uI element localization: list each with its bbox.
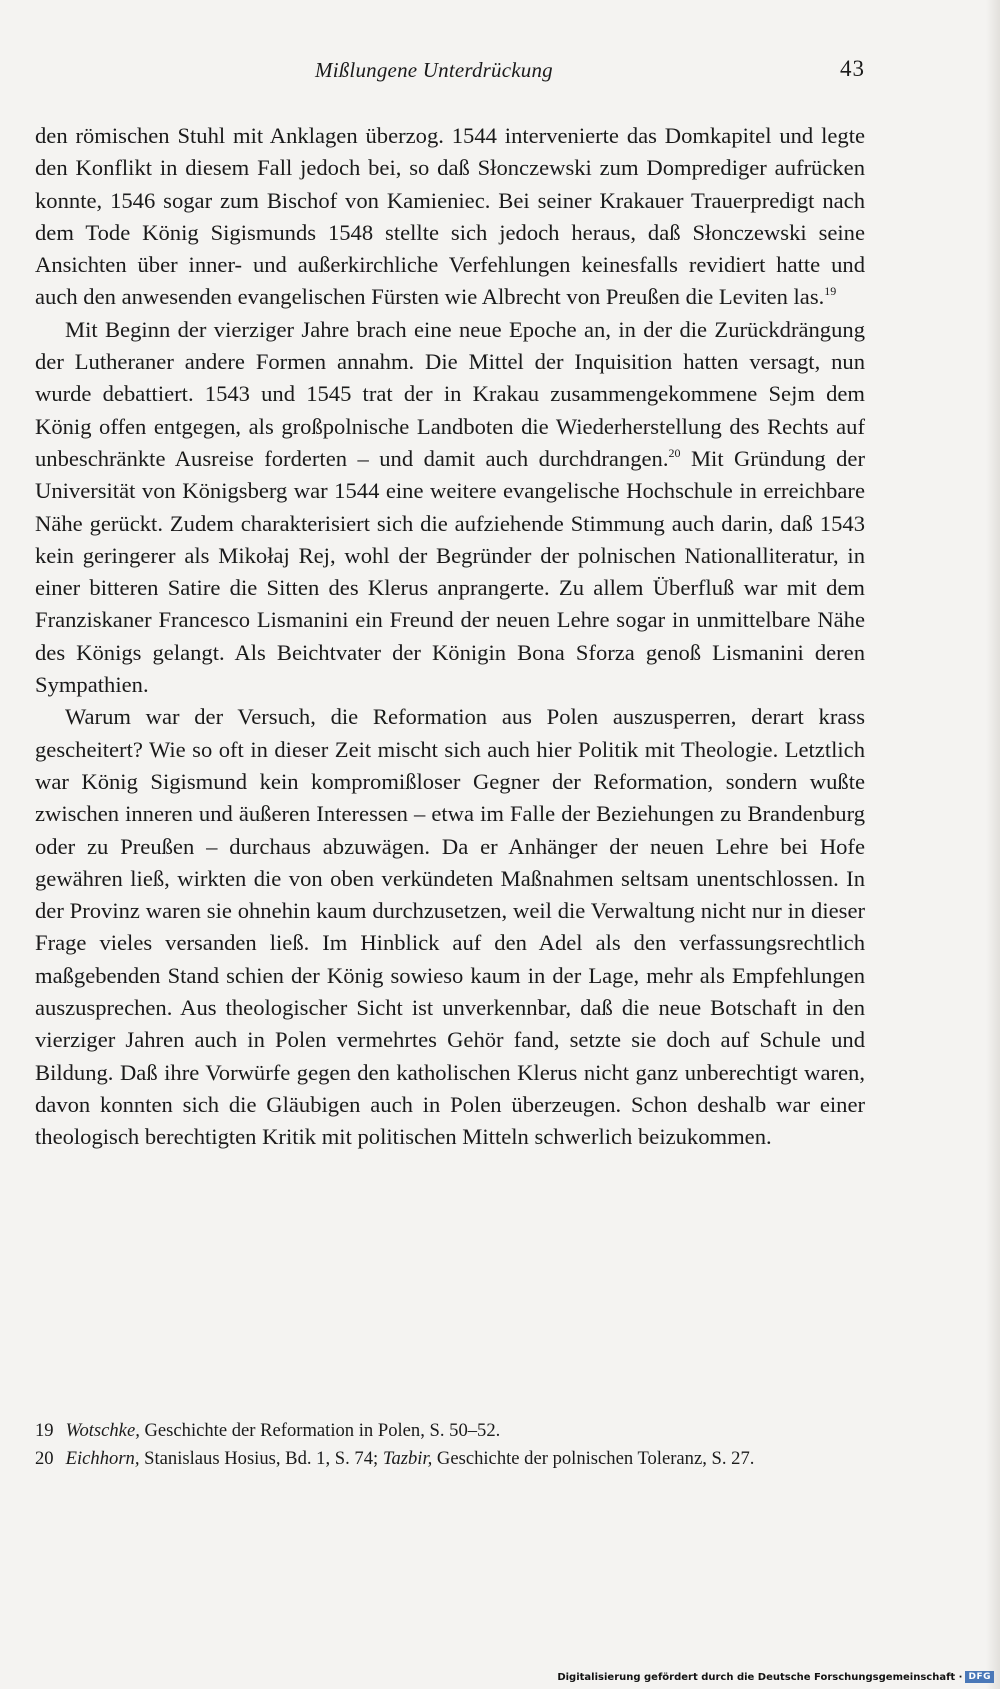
footnote-author: Eichhorn, [65,1448,140,1469]
footnote-text: Stanislaus Hosius, Bd. 1, S. 74; [139,1448,383,1469]
footnote-20 [35,1445,865,1473]
dfg-logo-icon: DFG [965,1671,994,1683]
footnote-author: Wotschke, [65,1420,140,1441]
page-header [35,58,865,92]
digitization-credit [557,1671,994,1683]
footnote-ref-20[interactable]: 20 [668,445,681,460]
paragraph-2-text-b: Mit Gründung der Universität von Königsberg war 1544 eine weitere evangelische Hochschule in erreichbare Nähe gerückt. Zudem charakterisiert sich die aufziehende Stimmung auch darin, daß 1543 kein geringerer als Mikołaj Rej, wohl der Begründer der polnischen Nationalliteratur, in einer bitteren Satire die Sitten des Klerus anprangerte. Zu allem Überfluß war mit dem Franziskaner Francesco Lismanini ein Freund der neuen Lehre sogar in unmittelbare Nähe des Königs gelangt. Als Beichtvater der Königin Bona Sforza genoß Lismanini deren Sympathien. [35,445,865,698]
paragraph-1 [35,120,865,314]
footnote-text: Geschichte der Reformation in Polen, S. 50–52. [139,1420,501,1441]
page-number: 43 [840,56,865,81]
paragraph-2-text-a: Mit Beginn der vierziger Jahre brach eine neue Epoche an, in der die Zurückdrängung der Lutheraner andere Formen annahm. Die Mittel der Inquisition hatten versagt, nun wurde debattiert. 1543 und 1545 trat der in Krakau zusammengekommene Sejm dem König offen entgegen, als großpolnische Landboten die Wiederherstellung des Rechts auf unbeschränkte Ausreise forderten – und damit auch durchdrangen. [35,316,865,471]
paragraph-2 [35,314,865,702]
running-head: Mißlungene Unterdrückung [315,58,553,82]
credit-text: Digitalisierung gefördert durch die Deutsche Forschungsgemeinschaft · [557,1671,963,1683]
footnote-author-2: Tazbir, [382,1448,433,1469]
paragraph-3 [35,701,865,1153]
footnote-number: 20 [35,1448,54,1469]
paragraph-1-text: den römischen Stuhl mit Anklagen überzog. 1544 intervenierte das Domkapitel und legte den Konflikt in diesem Fall jedoch bei, so daß Słonczewski zum Domprediger aufrücken konnte, 1546 sogar zum Bischof von Kamieniec. Bei seiner Krakauer Trauerpredigt nach dem Tode König Sigismunds 1548 stellte sich jedoch heraus, daß Słonczewski seine Ansichten über inner- und außerkirchliche Verfehlungen keinesfalls revidiert hatte und auch den anwesenden evangelischen Fürsten wie Albrecht von Preußen die Leviten las. [35,123,865,310]
footnotes [35,1417,865,1473]
body-text [35,120,865,1154]
footnote-19 [35,1417,865,1445]
footnote-text-2: Geschichte der polnischen Toleranz, S. 27. [432,1448,755,1469]
footnote-ref-19[interactable]: 19 [824,284,837,299]
scan-edge-shadow [986,0,1000,1689]
paragraph-3-text: Warum war der Versuch, die Reformation aus Polen auszusperren, derart krass gescheitert? Wie so oft in dieser Zeit mischt sich auch hier Politik mit Theologie. Letztlich war König Sigismund kein kompromißloser Gegner der Reformation, sondern wußte zwischen inneren und äußeren Interessen – etwa im Falle der Beziehungen zu Brandenburg oder zu Preußen – durchaus abzuwägen. Da er Anhänger der neuen Lehre bei Hofe gewähren ließ, wirkten die von oben verkündeten Maßnahmen seltsam unentschlossen. In der Provinz waren sie ohnehin kaum durchzusetzen, weil die Verwaltung nicht nur in dieser Frage vieles versanden ließ. Im Hinblick auf den Adel als den verfassungsrechtlich maßgebenden Stand schien der König sowieso kaum in der Lage, mehr als Empfehlungen auszusprechen. Aus theologischer Sicht ist unverkennbar, daß die neue Botschaft in den vierziger Jahren auch in Polen vermehrtes Gehör fand, setzte sie doch auf Schule und Bildung. Daß ihre Vorwürfe gegen den katholischen Klerus nicht ganz unberechtigt waren, davon konnten sich die Gläubigen auch in Polen überzeugen. Schon deshalb war einer theologisch berechtigten Kritik mit politischen Mitteln schwerlich beizukommen. [35,704,865,1150]
footnote-number: 19 [35,1420,54,1441]
